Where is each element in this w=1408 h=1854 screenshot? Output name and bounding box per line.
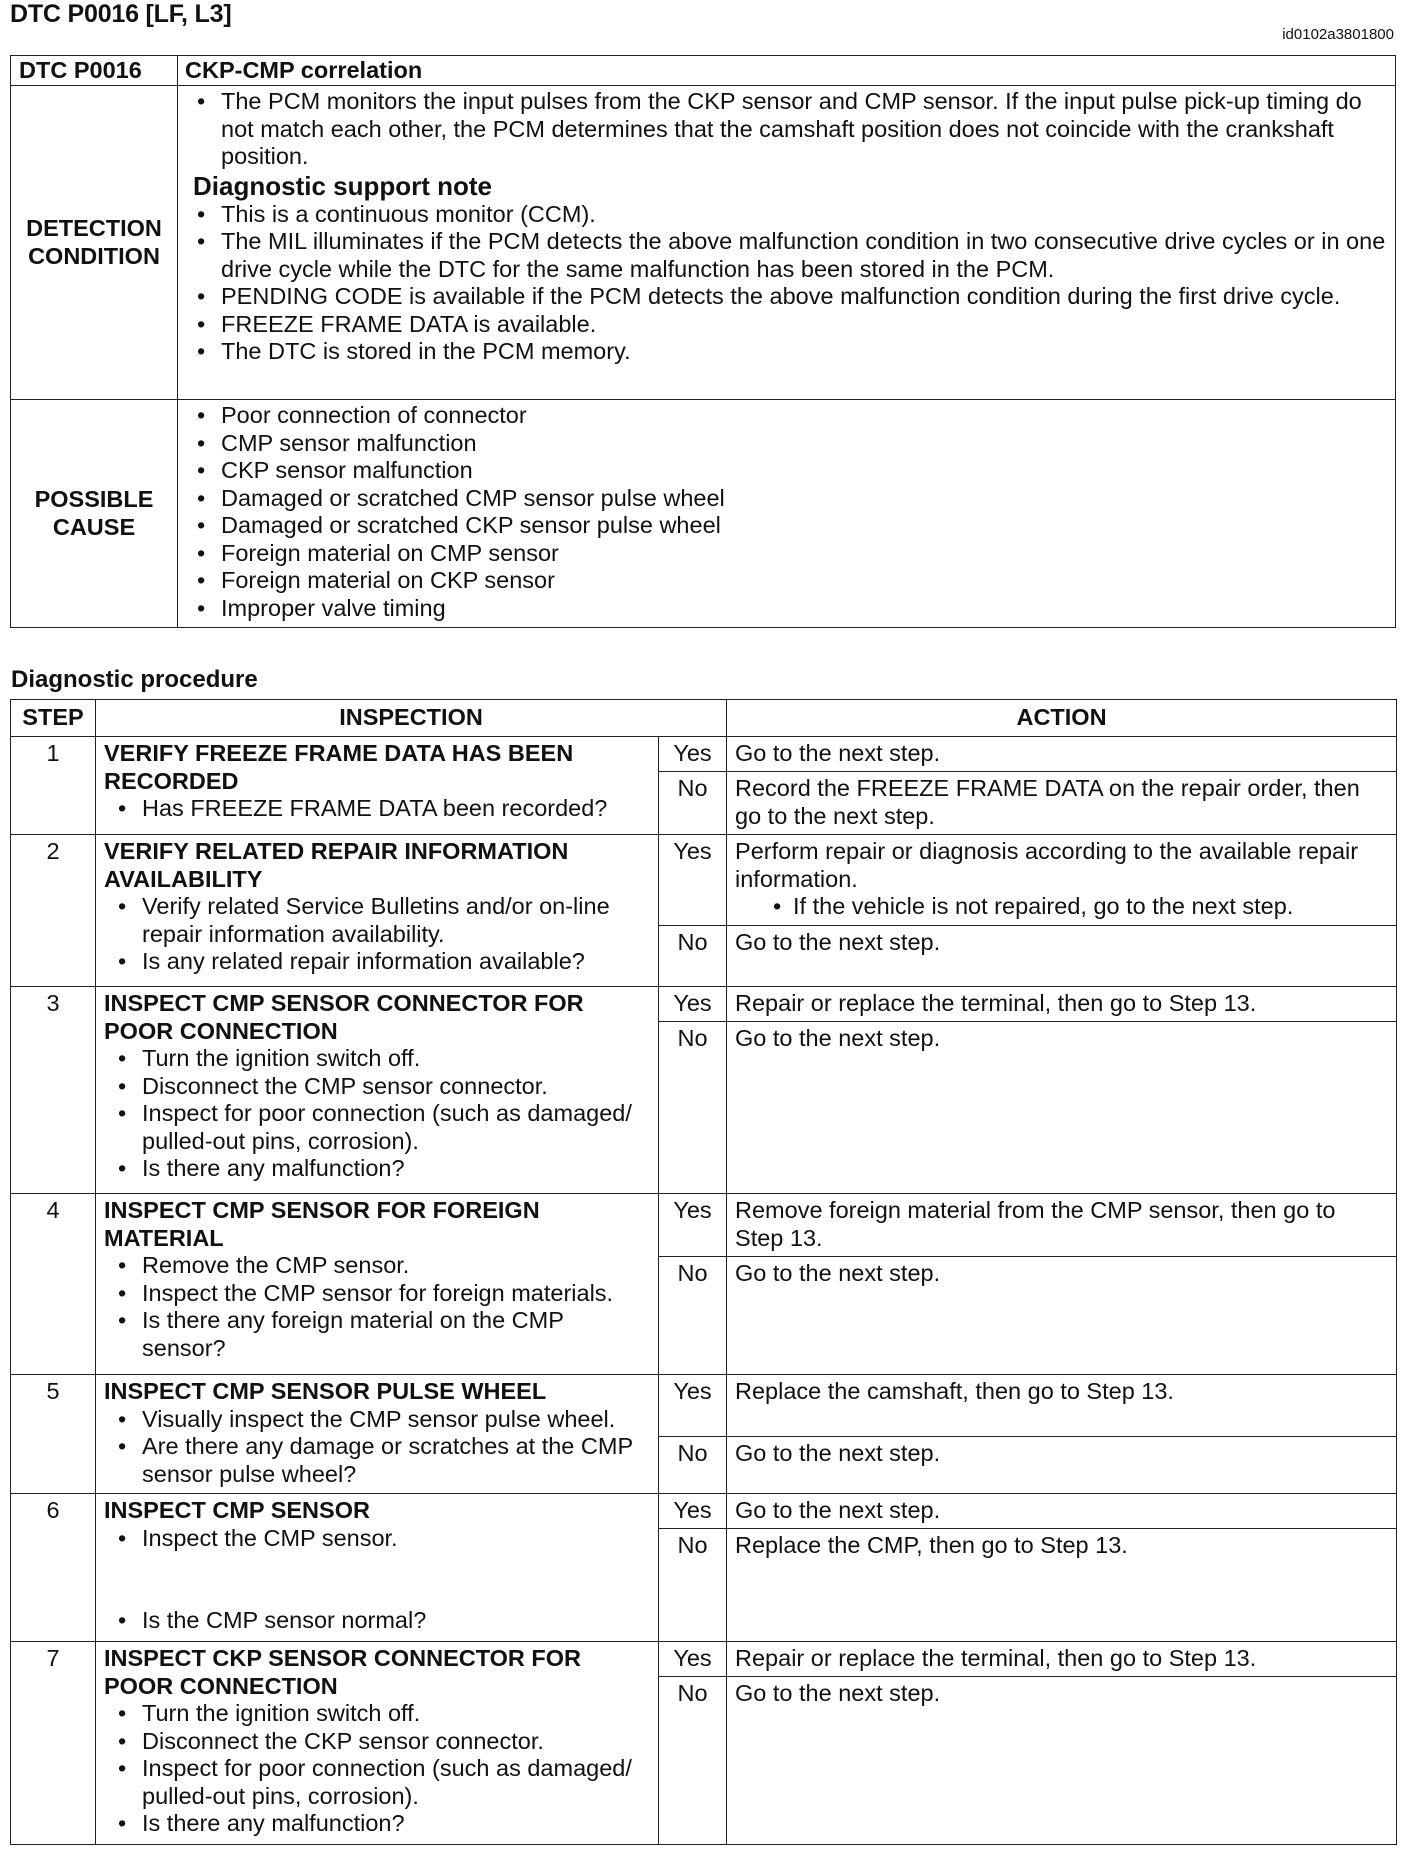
possible-cause-label: POSSIBLE CAUSE [11,400,178,628]
inspection-bullet: • Inspect for poor connection (such as damaged/ pulled-out pins, corrosion). [104,1755,652,1810]
inspection-bullet: • Is any related repair information available? [104,948,652,976]
step-row [11,1642,1397,1677]
no-action: Go to the next step. [727,1437,1397,1494]
detection-condition-content [178,86,1396,400]
inspection-bullet: • Are there any damage or scratches at the CMP sensor pulse wheel? [104,1433,652,1488]
step-title: INSPECT CMP SENSOR FOR FOREIGN MATERIAL [104,1197,540,1251]
yes-label: Yes [659,737,727,772]
no-label: No [659,772,727,835]
step-number: 4 [11,1194,96,1375]
diagnostic-procedure-table [10,699,1397,1845]
inspection-bullet: • Inspect the CMP sensor for foreign materials. [104,1280,652,1308]
detection-condition-label: DETECTION CONDITION [11,86,178,400]
step-inspection [96,835,659,987]
no-action: Record the FREEZE FRAME DATA on the repair order, then go to the next step. [727,772,1397,835]
page-title: DTC P0016 [LF, L3] [10,0,232,28]
yes-action: Remove foreign material from the CMP sensor, then go to Step 13. [727,1194,1397,1257]
step-inspection [96,1375,659,1494]
step-row [11,835,1397,926]
inspection-bullet: • Verify related Service Bulletins and/or on-line repair information availability. [104,893,652,948]
step-row [11,1194,1397,1257]
no-action: Replace the CMP, then go to Step 13. [727,1529,1397,1642]
procedure-header-row [11,700,1397,737]
step-row [11,1494,1397,1529]
no-label: No [659,926,727,987]
no-label: No [659,1529,727,1642]
step-number: 7 [11,1642,96,1845]
yes-label: Yes [659,1194,727,1257]
yes-action: Repair or replace the terminal, then go to Step 13. [727,987,1397,1022]
step-number: 6 [11,1494,96,1642]
yes-label: Yes [659,835,727,926]
cause-item: • Improper valve timing [185,595,1388,623]
step-row [11,737,1397,772]
cause-item: • Poor connection of connector [185,402,1388,430]
inspection-bullet: • Is the CMP sensor normal? [104,1607,652,1635]
step-number: 3 [11,987,96,1194]
cause-item: • Damaged or scratched CKP sensor pulse wheel [185,512,1388,540]
inspection-bullet: • Inspect for poor connection (such as damaged/ pulled-out pins, corrosion). [104,1100,652,1155]
step-row [11,987,1397,1022]
column-header-action: ACTION [727,700,1397,737]
yes-label: Yes [659,987,727,1022]
no-label: No [659,1677,727,1845]
step-inspection [96,1194,659,1375]
dtc-info-table [10,55,1396,628]
step-number: 1 [11,737,96,835]
cause-item: • Damaged or scratched CMP sensor pulse wheel [185,485,1388,513]
support-note-title: Diagnostic support note [193,170,492,201]
step-title: VERIFY RELATED REPAIR INFORMATION AVAILABILITY [104,838,569,892]
inspection-bullet: • Turn the ignition switch off. [104,1700,652,1728]
inspection-bullet: • Has FREEZE FRAME DATA been recorded? [104,795,652,823]
yes-action: Replace the camshaft, then go to Step 13. [727,1375,1397,1437]
step-inspection [96,987,659,1194]
yes-label: Yes [659,1375,727,1437]
diagnostic-procedure-heading: Diagnostic procedure [11,666,258,693]
yes-action: Go to the next step. [727,1494,1397,1529]
dtc-info-header-row [11,56,1396,86]
support-note-item: • The DTC is stored in the PCM memory. [185,338,1388,366]
dtc-name: CKP-CMP correlation [178,56,1396,86]
possible-cause-content [178,400,1396,628]
no-label: No [659,1437,727,1494]
cause-list [185,402,1388,622]
inspection-bullet: • Is there any malfunction? [104,1155,652,1183]
support-note-item: • FREEZE FRAME DATA is available. [185,311,1388,339]
cause-item: • CKP sensor malfunction [185,457,1388,485]
inspection-bullet: • Is there any malfunction? [104,1810,652,1838]
yes-action [727,835,1397,926]
yes-action: Repair or replace the terminal, then go to Step 13. [727,1642,1397,1677]
yes-action: Go to the next step. [727,737,1397,772]
step-title: INSPECT CKP SENSOR CONNECTOR FOR POOR CONNECTION [104,1645,582,1699]
inspection-bullet: • Disconnect the CKP sensor connector. [104,1728,652,1756]
cause-item: • CMP sensor malfunction [185,430,1388,458]
step-row [11,1375,1397,1437]
step-number: 2 [11,835,96,987]
step-inspection [96,1494,659,1642]
detection-condition-row [11,86,1396,400]
possible-cause-row [11,400,1396,628]
no-action: Go to the next step. [727,1677,1397,1845]
support-note-item: • PENDING CODE is available if the PCM detects the above malfunction condition during the first drive cycle. [185,283,1388,311]
inspection-bullet: • Is there any foreign material on the CMP sensor? [104,1307,652,1362]
step-inspection [96,1642,659,1845]
inspection-bullet: • Inspect the CMP sensor. [104,1525,652,1553]
inspection-bullet: • Visually inspect the CMP sensor pulse wheel. [104,1406,652,1434]
step-title: VERIFY FREEZE FRAME DATA HAS BEEN RECORDED [104,740,574,794]
detection-intro: • The PCM monitors the input pulses from the CKP sensor and CMP sensor. If the input pulse pick-up timing do not match each other, the PCM determines that the camshaft position does not coincide with the crankshaft position. [185,88,1388,171]
inspection-bullet: • Disconnect the CMP sensor connector. [104,1073,652,1101]
inspection-bullet: • Turn the ignition switch off. [104,1045,652,1073]
step-title: INSPECT CMP SENSOR [104,1497,370,1523]
no-label: No [659,1022,727,1194]
yes-label: Yes [659,1642,727,1677]
cause-item: • Foreign material on CKP sensor [185,567,1388,595]
support-note-item: • The MIL illuminates if the PCM detects the above malfunction condition in two consecutive drive cycles or in one drive cycle while the DTC for the same malfunction has been stored in the PCM. [185,228,1388,283]
yes-label: Yes [659,1494,727,1529]
no-label: No [659,1257,727,1375]
inspection-bullet: • Remove the CMP sensor. [104,1252,652,1280]
document-id: id0102a3801800 [1282,26,1394,43]
no-action: Go to the next step. [727,1257,1397,1375]
no-action: Go to the next step. [727,926,1397,987]
column-header-step: STEP [11,700,96,737]
no-action: Go to the next step. [727,1022,1397,1194]
column-header-inspection: INSPECTION [96,700,727,737]
step-inspection [96,737,659,835]
step-title: INSPECT CMP SENSOR PULSE WHEEL [104,1378,547,1404]
detection-intro-list [185,88,1388,171]
yes-action-sub-text: If the vehicle is not repaired, go to the next step. [793,893,1294,919]
cause-item: • Foreign material on CMP sensor [185,540,1388,568]
yes-action-sub [735,893,1390,921]
step-number: 5 [11,1375,96,1494]
dtc-code: DTC P0016 [11,56,178,86]
support-note-list [185,201,1388,366]
step-title: INSPECT CMP SENSOR CONNECTOR FOR POOR CONNECTION [104,990,584,1044]
support-note-item: • This is a continuous monitor (CCM). [185,201,1388,229]
yes-action-text: Perform repair or diagnosis according to the available repair information. [735,838,1359,892]
